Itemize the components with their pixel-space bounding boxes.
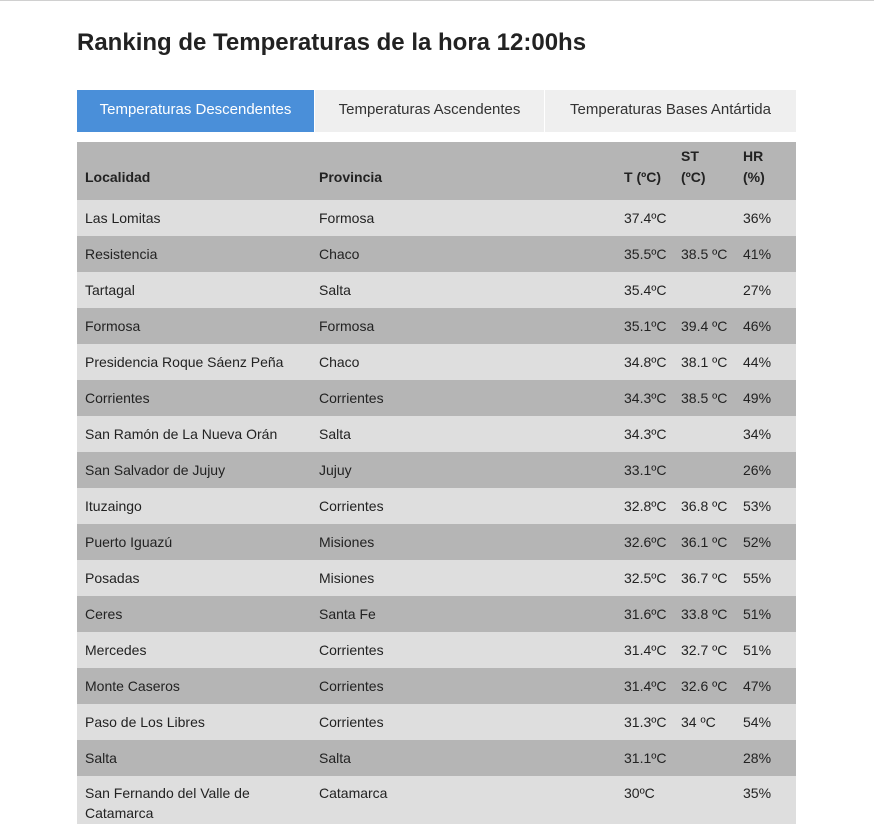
header-provincia: Provincia [311, 142, 616, 200]
table-row [77, 200, 796, 236]
table-header-row [77, 142, 796, 200]
cell-hr: 26% [737, 452, 796, 488]
cell-st: 36.8 ºC [675, 488, 737, 524]
cell-localidad: San Fernando del Valle de Catamarca [77, 776, 311, 824]
cell-localidad: Presidencia Roque Sáenz Peña [77, 344, 311, 380]
cell-localidad: Paso de Los Libres [77, 704, 311, 740]
cell-provincia: Jujuy [311, 452, 616, 488]
cell-localidad: Ituzaingo [77, 488, 311, 524]
cell-hr: 46% [737, 308, 796, 344]
page-title: Ranking de Temperaturas de la hora 12:00hs [77, 29, 587, 56]
header-hr-line1: HR [743, 148, 764, 164]
cell-localidad: Posadas [77, 560, 311, 596]
cell-provincia: Corrientes [311, 632, 616, 668]
table-row [77, 308, 796, 344]
cell-hr: 52% [737, 524, 796, 560]
cell-st: 34 ºC [675, 704, 737, 740]
cell-hr: 53% [737, 488, 796, 524]
cell-provincia: Salta [311, 272, 616, 308]
cell-t: 37.4ºC [616, 200, 675, 236]
table-row [77, 524, 796, 560]
table-row [77, 488, 796, 524]
tab-temperaturas-bases-antartida[interactable]: Temperaturas Bases Antártida [545, 90, 796, 132]
header-localidad: Localidad [77, 142, 311, 200]
cell-t: 32.5ºC [616, 560, 675, 596]
cell-localidad: Formosa [77, 308, 311, 344]
header-hr-line2: (%) [743, 169, 765, 185]
table-row [77, 380, 796, 416]
cell-st: 36.1 ºC [675, 524, 737, 560]
cell-hr: 41% [737, 236, 796, 272]
cell-t: 32.8ºC [616, 488, 675, 524]
cell-hr: 27% [737, 272, 796, 308]
cell-localidad: Las Lomitas [77, 200, 311, 236]
cell-provincia: Corrientes [311, 380, 616, 416]
table-row [77, 704, 796, 740]
cell-st: 39.4 ºC [675, 308, 737, 344]
cell-provincia: Chaco [311, 236, 616, 272]
cell-hr: 36% [737, 200, 796, 236]
cell-t: 34.8ºC [616, 344, 675, 380]
cell-hr: 51% [737, 632, 796, 668]
cell-hr: 28% [737, 740, 796, 776]
cell-hr: 44% [737, 344, 796, 380]
cell-st: 32.6 ºC [675, 668, 737, 704]
tab-temperaturas-descendentes[interactable]: Temperaturas Descendentes [77, 90, 314, 132]
table-row [77, 740, 796, 776]
cell-hr: 47% [737, 668, 796, 704]
header-st [675, 142, 737, 200]
cell-localidad: Salta [77, 740, 311, 776]
ranking-table [77, 142, 796, 824]
header-st-line1: ST [681, 148, 699, 164]
table-row [77, 416, 796, 452]
cell-provincia: Salta [311, 740, 616, 776]
cell-st: 36.7 ºC [675, 560, 737, 596]
table-row [77, 272, 796, 308]
table-row [77, 668, 796, 704]
header-hr [737, 142, 796, 200]
cell-st: 32.7 ºC [675, 632, 737, 668]
cell-provincia: Misiones [311, 560, 616, 596]
cell-provincia: Corrientes [311, 488, 616, 524]
cell-t: 31.3ºC [616, 704, 675, 740]
cell-st [675, 416, 737, 452]
cell-provincia: Formosa [311, 308, 616, 344]
cell-provincia: Santa Fe [311, 596, 616, 632]
cell-st: 38.5 ºC [675, 380, 737, 416]
cell-provincia: Formosa [311, 200, 616, 236]
cell-provincia: Corrientes [311, 704, 616, 740]
table-row [77, 236, 796, 272]
header-t: T (ºC) [616, 142, 675, 200]
cell-hr: 35% [737, 776, 796, 824]
cell-st [675, 740, 737, 776]
cell-t: 34.3ºC [616, 380, 675, 416]
tab-temperaturas-ascendentes[interactable]: Temperaturas Ascendentes [315, 90, 544, 132]
cell-t: 34.3ºC [616, 416, 675, 452]
cell-provincia: Chaco [311, 344, 616, 380]
cell-t: 35.1ºC [616, 308, 675, 344]
cell-localidad: Tartagal [77, 272, 311, 308]
table-row [77, 452, 796, 488]
cell-localidad: Monte Caseros [77, 668, 311, 704]
cell-t: 32.6ºC [616, 524, 675, 560]
cell-provincia: Catamarca [311, 776, 616, 824]
cell-localidad: Puerto Iguazú [77, 524, 311, 560]
table-row [77, 632, 796, 668]
cell-st [675, 272, 737, 308]
cell-hr: 54% [737, 704, 796, 740]
cell-provincia: Corrientes [311, 668, 616, 704]
cell-st: 38.5 ºC [675, 236, 737, 272]
cell-localidad: Ceres [77, 596, 311, 632]
cell-t: 35.4ºC [616, 272, 675, 308]
cell-localidad: San Ramón de La Nueva Orán [77, 416, 311, 452]
top-divider [0, 0, 874, 1]
tab-bar [77, 90, 796, 132]
cell-t: 30ºC [616, 776, 675, 824]
cell-hr: 51% [737, 596, 796, 632]
cell-provincia: Salta [311, 416, 616, 452]
cell-st: 38.1 ºC [675, 344, 737, 380]
cell-st [675, 452, 737, 488]
table-row [77, 344, 796, 380]
cell-hr: 34% [737, 416, 796, 452]
cell-t: 33.1ºC [616, 452, 675, 488]
cell-hr: 49% [737, 380, 796, 416]
cell-localidad: Resistencia [77, 236, 311, 272]
table-row [77, 776, 796, 824]
cell-st [675, 200, 737, 236]
cell-t: 31.6ºC [616, 596, 675, 632]
cell-hr: 55% [737, 560, 796, 596]
cell-st [675, 776, 737, 824]
cell-st: 33.8 ºC [675, 596, 737, 632]
cell-t: 31.1ºC [616, 740, 675, 776]
header-st-line2: (ºC) [681, 169, 706, 185]
cell-localidad: Corrientes [77, 380, 311, 416]
table-row [77, 596, 796, 632]
cell-localidad: San Salvador de Jujuy [77, 452, 311, 488]
cell-provincia: Misiones [311, 524, 616, 560]
table-row [77, 560, 796, 596]
cell-localidad: Mercedes [77, 632, 311, 668]
cell-t: 35.5ºC [616, 236, 675, 272]
table-body [77, 200, 796, 824]
cell-t: 31.4ºC [616, 668, 675, 704]
cell-t: 31.4ºC [616, 632, 675, 668]
